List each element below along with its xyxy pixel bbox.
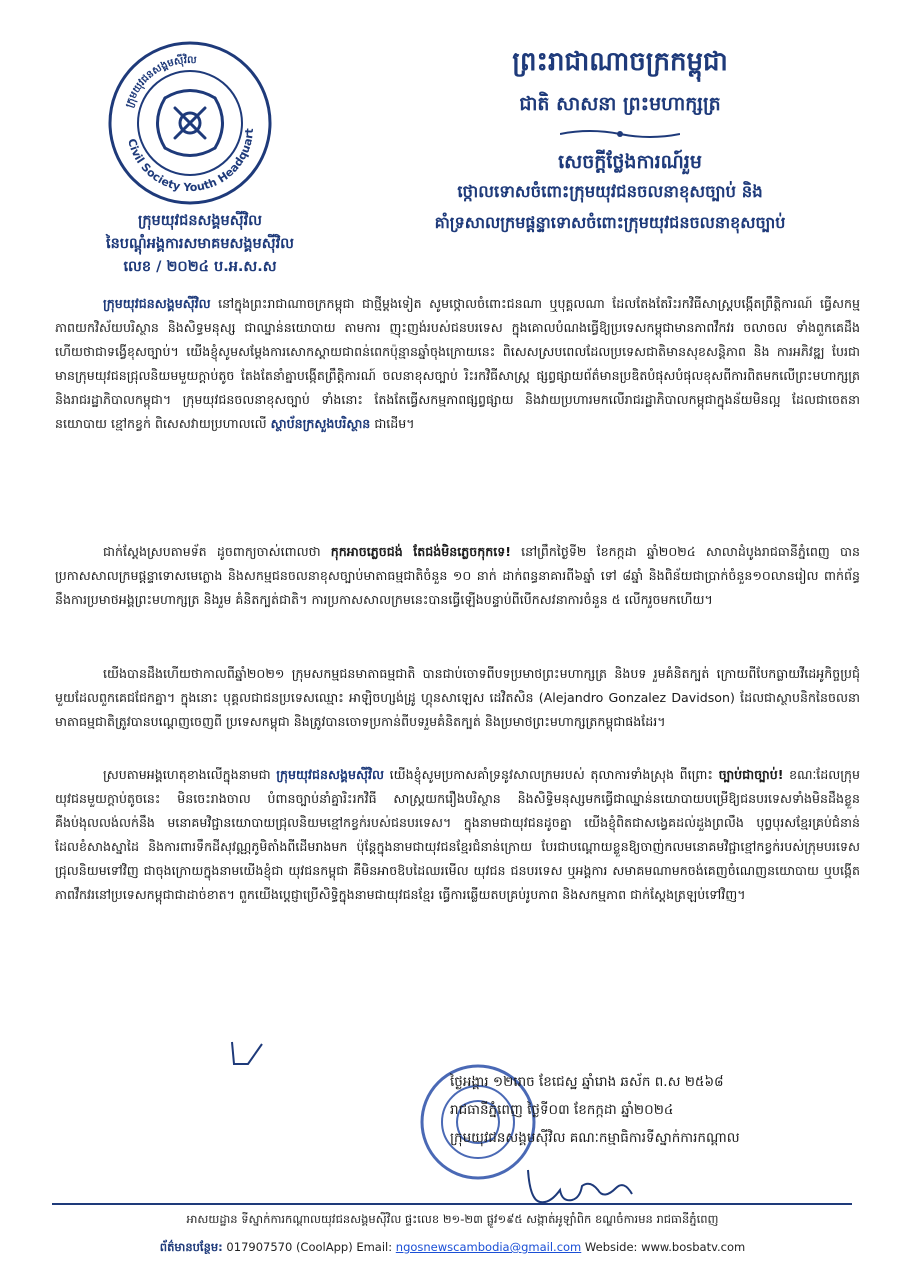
- joined-hands-icon: [105, 38, 275, 208]
- email-label: Email:: [352, 1240, 396, 1254]
- logo-ring-text-bottom: Civil Society Youth Headquart: [125, 127, 257, 195]
- reference-number: លេខ / ២០២៤ ប.អ.ស.ស: [123, 259, 277, 275]
- proverb-quote: កុកអាចភ្លេចជង់ តែជង់មិនភ្លេចកុកទេ!: [330, 544, 511, 559]
- footer-divider: [52, 1203, 852, 1205]
- paragraph-text: ស្របតាមអង្គហេតុខាងលើក្នុងនាមជា: [103, 767, 277, 782]
- statement-title: សេចក្តីថ្លែងការណ៍រួម: [558, 151, 702, 173]
- logo-ring-text-top: ក្រុមយុវជនសង្គមស៊ីវិល: [124, 54, 197, 110]
- footer-contact: [40, 1240, 865, 1257]
- paragraph-4: [55, 763, 860, 907]
- ministry-highlight: ស្ថាប័នក្រសួងបរិស្ថាន: [270, 416, 371, 431]
- paragraph-text: ជាដើម។: [370, 416, 415, 431]
- org-subname: នៃបណ្តុំអង្គការសមាគមសង្គមស៊ីវិល: [106, 236, 294, 252]
- org-name-inline: ក្រុមយុវជនសង្គមស៊ីវិល: [103, 296, 211, 311]
- phone-label: ព័ត៌មានបន្ថែម:: [159, 1240, 223, 1254]
- national-motto: ជាតិ សាសនា ព្រះមហាក្សត្រ: [519, 93, 721, 115]
- law-is-law: ច្បាប់ជាច្បាប់!: [718, 767, 784, 782]
- phone-number: 017907570 (CoolApp): [222, 1240, 353, 1254]
- statement-subtitle-2: គាំទ្រសាលក្រមផ្តន្ទាទោសចំពោះក្រុមយុវជនចលនាខុសច្បាប់: [434, 213, 786, 232]
- email-link[interactable]: ngosnewscambodia@gmail.com: [395, 1240, 582, 1254]
- paragraph-text: យើងខ្ញុំសូមប្រកាសគាំទ្រនូវសាលក្រមរបស់ តុលាការទាំងស្រុង ពីព្រោះ: [383, 767, 719, 782]
- paragraph-text: នៅក្នុងព្រះរាជាណាចក្រកម្ពុជា ជាថ្មីម្តងទៀត សូមថ្កោលចំពោះជនណា ឬបុគ្គលណា ដែលតែងតែរិះរកវិធីសាស្រ្តបង្កើតព្រឹត្តិការណ៍ ធ្វើសកម្មភាពយកវិស័យបរិស្ថាន និងសិទ្ធមនុស្ស ជាឈ្នាន់នយោបាយ តាមការ ញុះញង់របស់ជនបរទេស ក្នុងគោលបំណងធ្វើឱ្យប្រទេសកម្ពុជាមានភាពវឹកវរ ចលាចល ទាំងពួកគេដឹងហើយថាជាទង្វើខុសច្បាប់។ យើងខ្ញុំសូមសម្តែងការសោកស្តាយជាពន់ពេកប៉ុន្មានឆ្នាំចុងក្រោយនេះ ពិសេសស្របពេលដែលប្រទេសជាតិមានសុខសន្តិភាព និង ការអភិវឌ្ឍ បែរជាមានក្រុមយុវជនជ្រុលនិយមមួយក្តាប់តូច តែងតែនាំគ្នាបង្កើតព្រឹត្តិការណ៍ ចលនាខុសច្បាប់ រិះរកវិធីសាស្រ្ត ផ្សព្វផ្សាយព័ត៌មានប្រឌិតបំផុសបំផុលខុសពីការពិតមកលើព្រះមហាក្សត្រ និងរាជរដ្ឋាភិបាលកម្ពុជា។ ក្រុមយុវជនចលនាខុសច្បាប់ ទាំងនោះ តែងតែធ្វើសកម្មភាពផ្សព្វផ្សាយ និងវាយប្រហារមកលើរាជរដ្ឋាភិបាលកម្ពុជាក្នុងន័យមិនល្អ ដែលជាចេតនានយោបាយ ខ្មៅកខ្វក់ ពិសេសវាយប្រហាលលើ: [55, 296, 860, 431]
- paragraph-text: ជាក់ស្តែងស្របតាមទ័ត ដូចពាក្យចាស់ពោលថា: [103, 544, 331, 559]
- paragraph-text: យើងបានដឹងហើយថាកាលពីឆ្នាំ២០២១ ក្រុមសកម្មជនមាតាធម្មជាតិ បានជាប់ចោទពីបទប្រមាថព្រះមហាក្សត្រ និងបទ រួមគំនិតក្បត់ ក្រោយពីបែកធ្លាយវីដេអូកិច្ចប្រជុំមួយដែលពួកគេជជែកគ្នា។ ក្នុងនោះ បុគ្គលជាជនប្រទេសឈ្មោះ អាឡិចហ្សង់ដ្រូ ហ្គុនសាឡេស ដេវិតសិន (Alejandro Gonzalez Davidson) ដែលជាស្ថាបនិកនៃចលនាមាតាធម្មជាតិត្រូវបានបណ្តេញចេញពី ប្រទេសកម្ពុជា និងត្រូវបានចោទប្រកាន់ពីបទរួមគំនិតក្បត់ និងប្រមាថព្រះមហាក្សត្រកម្ពុជាផងដែរ។: [55, 666, 860, 729]
- org-name-inline: ក្រុមយុវជនសង្គមស៊ីវិល: [276, 767, 384, 782]
- paragraph-text: ខណៈដែលក្រុមយុវជនមួយក្តាប់តូចនេះ មិនចេះរាងចាល បំពានច្បាប់នាំគ្នារិះរកវិធី សាស្រ្តយករឿងបរិស្ថាន និងសិទ្ធិមនុស្សមកធ្វើជាឈ្នាន់នយោបាយបម្រើឱ្យជនបរទេសទាំងមិនដឹងខ្លួន គឺងប់ងុលលង់លក់នឹង មនោគមវិជ្ជានយោបាយជ្រុលនិយមខ្មៅកខ្វក់របស់ជនបរទេស។ ក្នុងនាមជាយុវជនដូចគ្នា យើងខ្ញុំពិតជាសង្វេគដល់ដួងព្រលឹង បុព្វបុរសខ្មែរគ្រប់ជំនាន់ដែលខំសាងស្នាដៃ និងការពារទឹកដីសុវណ្ណភូមិតាំងពីដើមរាងមក ប៉ុន្តែក្នុងនាមជាយុវជនខ្មែរជំនាន់ក្រោយ បែរជាបណ្តោយខ្លួនឱ្យចាញ់កលមនោគមវិជ្ជាខ្មៅកខ្វក់របស់ក្រុមបរទេសជ្រុលនិយមទៅវិញ ជាចុងក្រោយក្នុងនាមយើងខ្ញុំជា យុវជនកម្ពុជា គឺមិនអាចឱបដៃឈរមើល យុវជន ជនបរទេស ឬអង្គការ សមាគមណាមកចង់គេញចំណេញនយោបាយ ឬបង្កើត ភាពវឹកវរនៅប្រទេសកម្ពុជាជាដាច់ខាត។ ពួកយើងប្តេជ្ញាប្រើសិទ្ធិក្នុងនាមជាយុវជនខ្មែរ ធ្វើការឆ្លើយតបគ្រប់រូបភាព និងសកម្មភាព ជាក់ស្តែងត្រឡប់ទៅវិញ។: [55, 767, 861, 902]
- lunar-date: ថ្ងៃអង្គារ ១២រោច ខែជេស្ឋ ឆ្នាំរោង ឆស័ក ព.ស ២៥៦៨: [450, 1074, 724, 1090]
- paragraph-1: [55, 292, 860, 436]
- kingdom-heading: ព្រះរាជាណាចក្រកម្ពុជា: [512, 47, 728, 77]
- handwritten-mark: [228, 1038, 268, 1068]
- signatory: ក្រុមយុវជនសង្គមស៊ីវិល គណៈកម្មាធិការទីស្នាក់ការកណ្តាល: [450, 1130, 740, 1146]
- closing-block: [450, 1068, 870, 1152]
- org-name: ក្រុមយុវជនសង្គមស៊ីវិល: [138, 213, 262, 229]
- footer-address: អាសយដ្ឋាន ទីស្នាក់ការកណ្តាលយុវជនសង្គមស៊ីវិល ផ្ទះលេខ ២១-២៣ ផ្លូវ១៩៥ សង្កាត់អូឡាំពិក ខណ្ឌចំការមន រាជធានីភ្នំពេញ: [186, 1212, 719, 1226]
- paragraph-text: នៅព្រឹកថ្ងៃទី២ ខែកក្កដា ឆ្នាំ២០២៤ សាលាដំបូងរាជធានីភ្នំពេញ បានប្រកាសសាលក្រមផ្តន្ទាទោសមេភ្លោង និងសកម្មជនចលនាខុសច្បាប់មាតាធម្មជាតិចំនួន ១០ នាក់ ដាក់ពន្ធនាគារពី៦ឆ្នាំ ទៅ ៨ឆ្នាំ និងពិន័យជាប្រាក់ចំនួន១០លានរៀល ពាក់ព័ន្ធនឹងការប្រមាថអង្គព្រះមហាក្សត្រ និងរួម គំនិតក្បត់ជាតិ។ ការប្រកាសសាលក្រមនេះបានធ្វើឡើងបន្ទាប់ពីបើកសវនាការចំនួន ៥ លើករួចមកហើយ។: [55, 544, 860, 607]
- statement-subtitle-1: ថ្កោលទោសចំពោះក្រុមយុវជនចលនាខុសច្បាប់ និង: [457, 182, 763, 201]
- ornament-divider: [560, 128, 680, 140]
- solar-date: រាជធានីភ្នំពេញ ថ្ងៃទី០៣ ខែកក្កដា ឆ្នាំ២០២៤: [450, 1102, 674, 1118]
- signature-icon: [520, 1160, 640, 1215]
- paragraph-3: [55, 662, 860, 734]
- paragraph-2: [55, 540, 860, 612]
- organization-logo: [105, 38, 275, 208]
- website: Webside: www.bosbatv.com: [581, 1240, 746, 1254]
- left-header: [55, 210, 345, 279]
